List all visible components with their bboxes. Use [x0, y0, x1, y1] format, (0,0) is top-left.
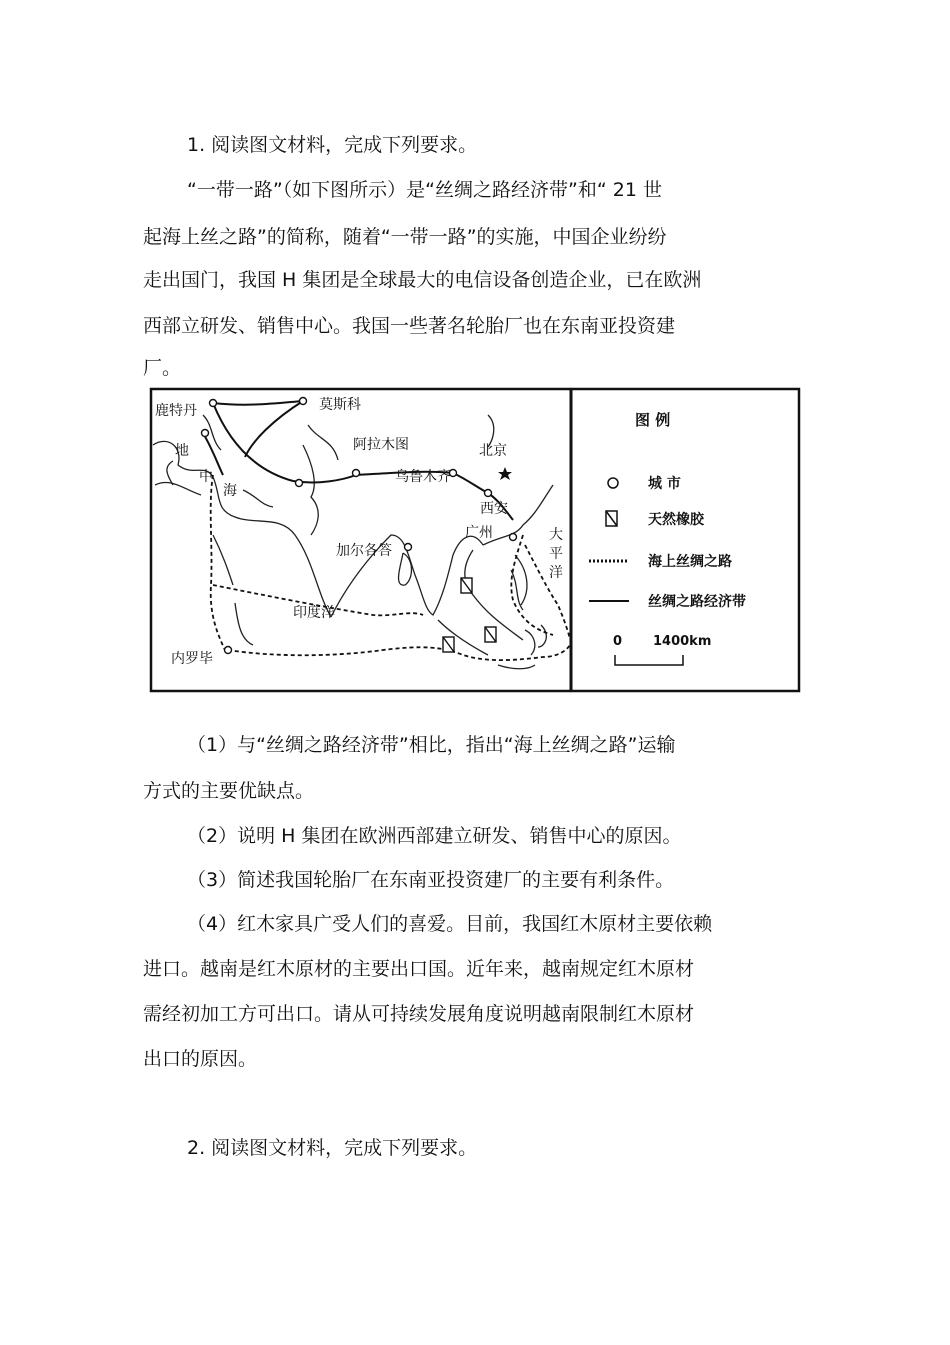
label-med-2: 中 [199, 469, 213, 485]
sub-question-line: （1）与“丝绸之路经济带”相比，指出“海上丝绸之路”运输 [187, 734, 676, 756]
sub-question-line: 方式的主要优缺点。 [143, 780, 315, 802]
label-indian-ocean: 印度洋 [293, 605, 335, 621]
label-med-1: 地 [175, 443, 189, 459]
sub-question-line: 需经初加工方可出口。请从可持续发展角度说明越南限制红木原材 [143, 1003, 695, 1025]
label-urumqi: 乌鲁木齐 [395, 469, 451, 485]
label-beijing: 北京 [479, 443, 507, 459]
question-2-title: 2. 阅读图文材料，完成下列要求。 [187, 1137, 478, 1159]
question-1-title: 1. 阅读图文材料，完成下列要求。 [187, 134, 478, 156]
label-moscow: 莫斯科 [319, 397, 361, 413]
label-med-3: 海 [223, 483, 237, 499]
label-guangzhou: 广州 [465, 525, 493, 541]
label-nairobi: 内罗毕 [171, 651, 213, 667]
scale-value: 1400km [653, 634, 712, 649]
label-pacific-1: 大 [549, 527, 563, 543]
label-xian: 西安 [480, 501, 508, 517]
paragraph-line: “一带一路”（如下图所示）是“丝绸之路经济带”和“ 21 世 [187, 179, 662, 201]
legend-belt-label: 丝绸之路经济带 [648, 594, 746, 610]
sub-question-line: （3）简述我国轮胎厂在东南亚投资建厂的主要有利条件。 [187, 869, 675, 891]
paragraph-line: 西部立研发、销售中心。我国一些著名轮胎厂也在东南亚投资建 [143, 315, 676, 337]
paragraph-line: 走出国门，我国 H 集团是全球最大的电信设备创造企业，已在欧洲 [143, 269, 702, 291]
sub-question-line: （2）说明 H 集团在欧洲西部建立研发、销售中心的原因。 [187, 825, 682, 847]
label-kolkata: 加尔各答 [336, 543, 392, 559]
legend-city-label: 城 市 [648, 476, 681, 492]
belt-and-road-map [143, 385, 805, 697]
sub-question-line: 进口。越南是红木原材的主要出口国。近年来，越南规定红木原材 [143, 958, 695, 980]
paragraph-line: 厂。 [143, 357, 182, 379]
label-pacific-3: 洋 [549, 565, 563, 581]
scale-zero: 0 [613, 634, 623, 649]
legend-title: 图 例 [635, 411, 671, 429]
label-pacific-2: 平 [549, 546, 563, 562]
sub-question-line: 出口的原因。 [143, 1048, 258, 1070]
legend-maritime-label: 海上丝绸之路 [648, 554, 732, 570]
sub-question-line: （4）红木家具广受人们的喜爱。目前，我国红木原材主要依赖 [187, 913, 713, 935]
legend-rubber-label: 天然橡胶 [648, 512, 704, 528]
label-almaty: 阿拉木图 [353, 437, 409, 453]
paragraph-line: 起海上丝之路”的简称，随着“一带一路”的实施，中国企业纷纷 [143, 226, 667, 248]
legend-city-icon [608, 478, 618, 488]
label-rotterdam: 鹿特丹 [155, 403, 197, 419]
